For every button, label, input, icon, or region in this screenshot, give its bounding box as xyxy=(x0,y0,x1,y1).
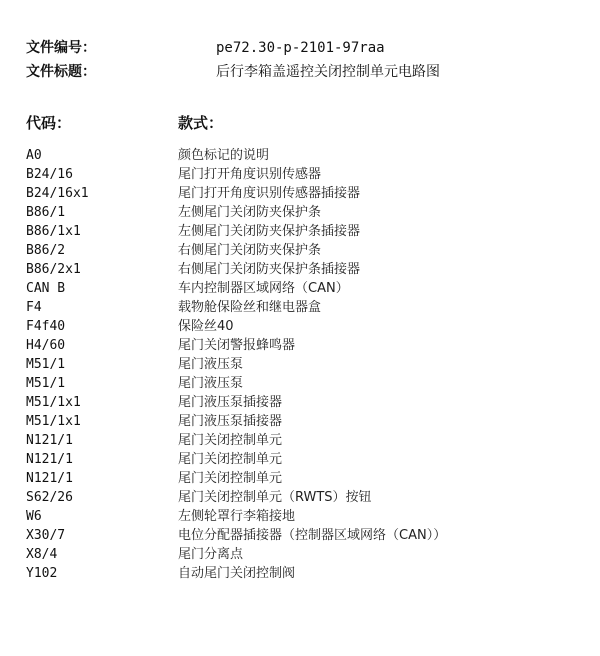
component-code: M51/1 xyxy=(26,376,66,391)
component-code: B86/2x1 xyxy=(26,262,81,277)
component-code: B24/16 xyxy=(26,167,73,182)
description-column-header: 款式： xyxy=(178,114,224,132)
doc-title-label: 文件标题： xyxy=(26,64,96,80)
component-description: 保险丝40 xyxy=(178,319,234,334)
table-row xyxy=(0,298,600,317)
table-row xyxy=(0,260,600,279)
table-row xyxy=(0,545,600,564)
component-code: A0 xyxy=(26,148,42,163)
legend-table xyxy=(0,146,600,583)
component-code: M51/1 xyxy=(26,357,66,372)
component-description: 右侧尾门关闭防夹保护条插接器 xyxy=(178,262,361,277)
component-description: 车内控制器区域网络（CAN） xyxy=(178,281,349,296)
component-description: 尾门液压泵插接器 xyxy=(178,395,283,410)
component-code: B86/2 xyxy=(26,243,66,258)
component-description: 尾门打开角度识别传感器 xyxy=(178,167,322,182)
table-row xyxy=(0,469,600,488)
table-row xyxy=(0,241,600,260)
component-code: X30/7 xyxy=(26,528,66,543)
doc-title-value: 后行李箱盖遥控关闭控制单元电路图 xyxy=(216,64,440,80)
component-description: 尾门关闭控制单元 xyxy=(178,452,283,467)
component-description: 尾门液压泵 xyxy=(178,376,244,391)
component-code: F4f40 xyxy=(26,319,66,334)
component-description: 尾门液压泵插接器 xyxy=(178,414,283,429)
table-row xyxy=(0,393,600,412)
component-code: H4/60 xyxy=(26,338,66,353)
code-column-header: 代码： xyxy=(26,114,72,132)
table-row xyxy=(0,507,600,526)
table-row xyxy=(0,526,600,545)
component-code: N121/1 xyxy=(26,471,73,486)
component-code: Y102 xyxy=(26,566,58,581)
component-code: B86/1 xyxy=(26,205,66,220)
component-code: N121/1 xyxy=(26,433,73,448)
component-description: 尾门液压泵 xyxy=(178,357,244,372)
component-code: W6 xyxy=(26,509,42,524)
table-row xyxy=(0,431,600,450)
component-description: 自动尾门关闭控制阀 xyxy=(178,566,296,581)
component-description: 左侧尾门关闭防夹保护条插接器 xyxy=(178,224,361,239)
component-description: 尾门分离点 xyxy=(178,547,244,562)
table-row xyxy=(0,279,600,298)
component-code: M51/1x1 xyxy=(26,395,81,410)
table-row xyxy=(0,165,600,184)
component-description: 尾门关闭控制单元 xyxy=(178,471,283,486)
table-row xyxy=(0,488,600,507)
table-row xyxy=(0,203,600,222)
table-row xyxy=(0,564,600,583)
component-code: CAN B xyxy=(26,281,66,296)
component-description: 尾门打开角度识别传感器插接器 xyxy=(178,186,361,201)
table-header xyxy=(0,112,600,134)
component-code: B24/16x1 xyxy=(26,186,89,201)
table-row xyxy=(0,184,600,203)
component-description: 尾门关闭控制单元（RWTS）按钮 xyxy=(178,490,372,505)
component-description: 尾门关闭警报蜂鸣器 xyxy=(178,338,296,353)
table-row xyxy=(0,374,600,393)
component-description: 右侧尾门关闭防夹保护条 xyxy=(178,243,322,258)
component-description: 电位分配器插接器（控制器区域网络（CAN）） xyxy=(178,528,447,543)
table-row xyxy=(0,450,600,469)
component-description: 尾门关闭控制单元 xyxy=(178,433,283,448)
component-description: 颜色标记的说明 xyxy=(178,148,270,163)
doc-number-value: pe72.30-p-2101-97raa xyxy=(216,40,385,56)
component-code: N121/1 xyxy=(26,452,73,467)
component-description: 左侧轮罩行李箱接地 xyxy=(178,509,296,524)
doc-number-label: 文件编号： xyxy=(26,40,96,56)
table-row xyxy=(0,355,600,374)
table-row xyxy=(0,146,600,165)
table-row xyxy=(0,412,600,431)
component-code: B86/1x1 xyxy=(26,224,81,239)
component-code: M51/1x1 xyxy=(26,414,81,429)
component-code: S62/26 xyxy=(26,490,73,505)
table-row xyxy=(0,222,600,241)
table-row xyxy=(0,336,600,355)
component-code: F4 xyxy=(26,300,42,315)
table-row xyxy=(0,317,600,336)
component-code: X8/4 xyxy=(26,547,58,562)
component-description: 载物舱保险丝和继电器盒 xyxy=(178,300,322,315)
component-description: 左侧尾门关闭防夹保护条 xyxy=(178,205,322,220)
